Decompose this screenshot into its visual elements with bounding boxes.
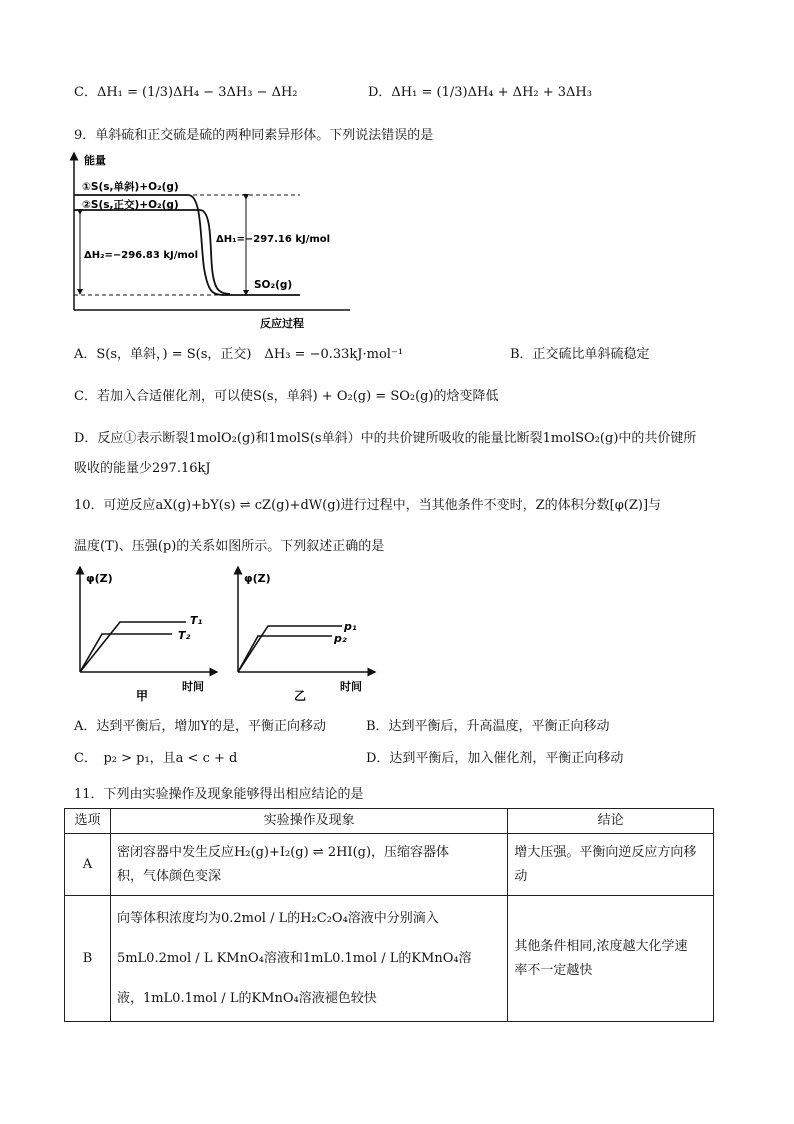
row-a-option: A bbox=[65, 834, 111, 896]
product-label: SO₂(g) bbox=[254, 279, 293, 291]
q9-option-c: C．若加入合适催化剂，可以使S(s，单斜) + O₂(g) = SO₂(g)的焓变降低 bbox=[74, 389, 499, 404]
table-header-row bbox=[65, 809, 714, 834]
x-axis-label: 时间 bbox=[340, 680, 362, 693]
q9-stem: 9．单斜硫和正交硫是硫的两种同素异形体。下列说法错误的是 bbox=[74, 128, 434, 143]
curve-p1-label: p₁ bbox=[344, 620, 357, 633]
q9-option-d-line1: D．反应①表示断裂1molO₂(g)和1molS(s单斜）中的共价键所吸收的能量比断裂1molSO₂(g)中的共价键所 bbox=[74, 431, 697, 446]
q8-option-d: D．ΔH₁ = (1/3)ΔH₄ + ΔH₂ + 3ΔH₃ bbox=[368, 85, 592, 100]
q10-option-d: D．达到平衡后，加入催化剂，平衡正向移动 bbox=[366, 751, 624, 766]
graph-caption: 乙 bbox=[294, 689, 307, 703]
curve-t1 bbox=[80, 622, 186, 672]
q10-stem-line1: 10．可逆反应aX(g)+bY(s) ⇌ cZ(g)+dW(g)进行过程中，当其他条件不变时，Z的体积分数[φ(Z)]与 bbox=[74, 498, 662, 513]
q10-graph-yi bbox=[222, 566, 382, 706]
operation-line: 5mL0.2mol / L KMnO₄溶液和1mL0.1mol / L的KMnO₄溶 bbox=[116, 950, 472, 966]
q11-stem: 11．下列由实验操作及现象能够得出相应结论的是 bbox=[74, 787, 364, 802]
operation-line: 密闭容器中发生反应H₂(g)+I₂(g) ⇌ 2HI(g)，压缩容器体 bbox=[116, 844, 450, 860]
x-axis-label: 反应过程 bbox=[260, 317, 304, 330]
curve-p2-label: p₂ bbox=[334, 632, 347, 645]
q10-stem-line2: 温度(T)、压强(p)的关系如图所示。下列叙述正确的是 bbox=[74, 539, 385, 554]
table-row bbox=[65, 834, 714, 896]
curve-p2 bbox=[238, 636, 332, 672]
q9-energy-diagram bbox=[60, 148, 360, 333]
q10-option-a: A．达到平衡后，增加Y的是，平衡正向移动 bbox=[74, 719, 326, 734]
q9-option-d-line2: 吸收的能量少297.16kJ bbox=[74, 461, 211, 476]
q9-option-a: A．S(s，单斜，) = S(s，正交) ΔH₃ = −0.33kJ·mol⁻¹ bbox=[74, 347, 404, 362]
q8-option-c: C．ΔH₁ = (1/3)ΔH₄ − 3ΔH₃ − ΔH₂ bbox=[74, 85, 298, 100]
y-axis-label: φ(Z) bbox=[86, 572, 113, 585]
q9-option-b: B．正交硫比单斜硫稳定 bbox=[510, 347, 650, 362]
graph-caption: 甲 bbox=[136, 689, 149, 703]
conclusion-line: 其他条件相同,浓度越大化学速 bbox=[514, 938, 688, 954]
curve-t2 bbox=[80, 634, 172, 672]
row-a-conclusion bbox=[508, 834, 714, 896]
conclusion-line: 增大压强。平衡向逆反应方向移 bbox=[514, 844, 697, 860]
q10-option-b: B．达到平衡后，升高温度，平衡正向移动 bbox=[366, 719, 610, 734]
x-axis-label: 时间 bbox=[182, 680, 204, 693]
curve-t2-label: T₂ bbox=[178, 629, 191, 642]
curve-t1-label: T₁ bbox=[190, 614, 203, 627]
level2-label: ②S(s,正交)+O₂(g) bbox=[82, 199, 179, 211]
table-row bbox=[65, 896, 714, 1022]
row-a-operation bbox=[110, 834, 507, 896]
operation-line: 积，气体颜色变深 bbox=[116, 868, 221, 884]
header-option: 选项 bbox=[65, 809, 111, 834]
conclusion-line: 率不一定越快 bbox=[514, 962, 593, 978]
q10-option-c: C． p₂ > p₁，且a < c + d bbox=[74, 751, 238, 766]
row-b-conclusion bbox=[508, 896, 714, 1022]
q11-table bbox=[64, 808, 714, 1022]
q10-graph-jia bbox=[64, 566, 224, 706]
operation-line: 向等体积浓度均为0.2mol / L的H₂C₂O₄溶液中分别滴入 bbox=[116, 910, 439, 926]
curve-p1 bbox=[238, 626, 342, 672]
y-axis-label: 能量 bbox=[84, 154, 106, 167]
row-b-operation bbox=[110, 896, 507, 1022]
operation-line: 液，1mL0.1mol / L的KMnO₄溶液褪色较快 bbox=[116, 990, 377, 1006]
row-b-option: B bbox=[65, 896, 111, 1022]
conclusion-line: 动 bbox=[514, 868, 528, 884]
dh2-label: ΔH₂=−296.83 kJ/mol bbox=[84, 250, 199, 261]
header-conclusion: 结论 bbox=[508, 809, 714, 834]
y-axis-label: φ(Z) bbox=[244, 572, 271, 585]
dh1-label: ΔH₁=−297.16 kJ/mol bbox=[216, 234, 331, 245]
level1-label: ①S(s,单斜)+O₂(g) bbox=[82, 181, 179, 193]
header-operation: 实验操作及现象 bbox=[110, 809, 507, 834]
